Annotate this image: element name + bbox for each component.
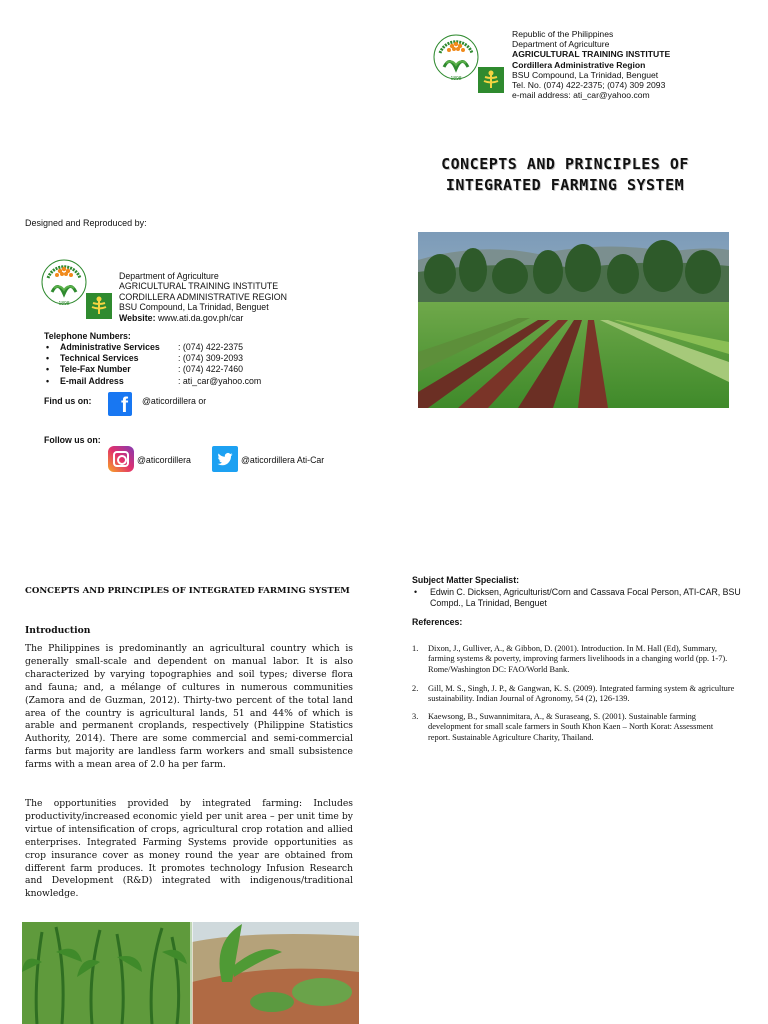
twitter-handle[interactable]: @aticordillera Ati-Car: [241, 455, 325, 465]
website-link[interactable]: www.ati.da.gov.ph/car: [155, 312, 244, 323]
telephone-section: [44, 331, 344, 387]
crop-field-photo: [22, 922, 359, 1024]
header-line-email: e-mail address: ati_car@yahoo.com: [512, 90, 650, 101]
phone-label: • Tele-Fax Number: [44, 364, 178, 375]
cover-title-line2: INTEGRATED FARMING SYSTEM: [445, 176, 685, 194]
ati-logo-icon: [478, 67, 504, 93]
header-line-republic: Republic of the Philippines: [512, 29, 614, 39]
seal-year: 1898: [58, 301, 70, 307]
reference-item: [412, 684, 736, 705]
header-line-region: Cordillera Administrative Region: [512, 59, 646, 70]
seal-year: 1898: [450, 76, 462, 82]
website-label: Website:: [119, 312, 156, 323]
phone-value: : (074) 309-2093: [178, 353, 244, 364]
header-line-institute: AGRICULTURAL TRAINING INSTITUTE: [512, 49, 671, 60]
bullet-icon: •: [414, 587, 418, 597]
back-address-block: [119, 271, 287, 323]
department-of-agriculture-seal-icon: [40, 258, 88, 308]
phone-row: [44, 342, 344, 353]
reference-item: [412, 644, 736, 675]
phone-row: [44, 353, 344, 364]
instagram-handle[interactable]: @aticordillera: [137, 455, 191, 465]
follow-us-label: Follow us on:: [44, 435, 101, 445]
reference-item: [412, 712, 736, 743]
telephone-title: Telephone Numbers:: [44, 331, 131, 341]
back-address: BSU Compound, La Trinidad, Benguet: [119, 302, 269, 313]
back-institute: AGRICULTURAL TRAINING INSTITUTE: [119, 281, 279, 292]
phone-row: [44, 376, 344, 387]
instagram-icon[interactable]: [108, 446, 134, 472]
phone-value: : (074) 422-2375: [178, 342, 244, 352]
reference-text: Dixon, J., Gulliver, A., & Gibbon, D. (2001). Introduction. In M. Hall (Ed), Summary, farming systems & poverty, improving farmers livelihoods in a changing world (pp. 1-7). Rome/Washington DC: FAO/World Bank.: [428, 644, 728, 674]
header-address-block: [512, 29, 712, 100]
header-line-tel: Tel. No. (074) 422-2375; (074) 309 2093: [512, 80, 666, 91]
reference-number: 2.: [412, 684, 419, 693]
find-us-label: Find us on:: [44, 396, 92, 406]
header-line-address: BSU Compound, La Trinidad, Benguet: [512, 69, 659, 80]
phone-value: : (074) 422-7460: [178, 364, 244, 375]
header-line-department: Department of Agriculture: [512, 39, 610, 50]
specialist-entry: [412, 587, 742, 608]
back-dept: Department of Agriculture: [119, 271, 219, 281]
cover-title-line1: CONCEPTS AND PRINCIPLES OF: [441, 155, 689, 173]
department-of-agriculture-seal-icon: [432, 33, 480, 83]
back-website: [119, 313, 287, 323]
phone-label: • Administrative Services: [44, 342, 178, 353]
twitter-icon[interactable]: [212, 446, 238, 472]
reference-text: Gill, M. S., Singh, J. P., & Gangwan, K. S. (2009). Integrated farming system & agriculture sustainability. Indian Journal of Agronomy, 54 (2), 126-139.: [428, 684, 735, 704]
opportunities-paragraph: The opportunities provided by integrated farming: Includes productivity/increased economic yield per unit area – per unit time by virtue of intensification of crops, agricultural crop rotation and allied enterprises. Integrated Farming Systems provide opportunities as crop insurance cover as money round the year are obtained from different farm produces. It promotes technology Infusion Research and Development (R&D) integrated with indigenous/traditional knowledge.: [25, 798, 353, 900]
specialist-person: Edwin C. Dicksen, Agriculturist/Corn and Cassava Focal Person, ATI-CAR, BSU Compd., La Trinidad, Benguet: [430, 587, 741, 608]
phone-label: • E-mail Address: [44, 376, 178, 387]
cover-title: [410, 154, 720, 196]
intro-heading: Introduction: [25, 625, 91, 636]
facebook-handle[interactable]: @aticordillera or: [142, 396, 207, 406]
article-heading: CONCEPTS AND PRINCIPLES OF INTEGRATED FARMING SYSTEM: [25, 586, 350, 596]
phone-value[interactable]: : ati_car@yahoo.com: [178, 375, 262, 386]
back-region: CORDILLERA ADMINISTRATIVE REGION: [119, 291, 287, 302]
ati-logo-icon: [86, 293, 112, 319]
reference-text: Kaewsong, B., Suwannimitara, A., & Suraseang, S. (2001). Sustainable farming development for small scale farmers in South Khon Kaen – North Korat: Assessment report. Sustainable Agriculture Charity, Thailand.: [428, 712, 714, 742]
farm-field-photo: [418, 232, 729, 408]
designed-by-label: Designed and Reproduced by:: [25, 218, 147, 228]
phone-label: • Technical Services: [44, 353, 178, 364]
facebook-icon[interactable]: f: [108, 392, 132, 416]
reference-number: 3.: [412, 712, 419, 721]
references-title: References:: [412, 617, 463, 627]
phone-row: [44, 364, 344, 375]
specialist-title: Subject Matter Specialist:: [412, 575, 520, 585]
intro-paragraph: The Philippines is predominantly an agricultural country which is generally small-scale and dependent on manual labor. It is also characterized by varying topographies and soil types; diverse flora and fauna; and, a mélange of cultures in numerous communities (Zamora and de Guzman, 2012). Thirty-two percent of the total land area of the country is agricultural lands, 51 and 44% of which is arable and permanent croplands, respectively (Philippine Statistics Authority, 2014). There are some commercial and semi-commercial farms but majority are landless farm workers and small subsistence farms with a mean area of 2.0 ha per farm.: [25, 643, 353, 771]
reference-number: 1.: [412, 644, 419, 653]
